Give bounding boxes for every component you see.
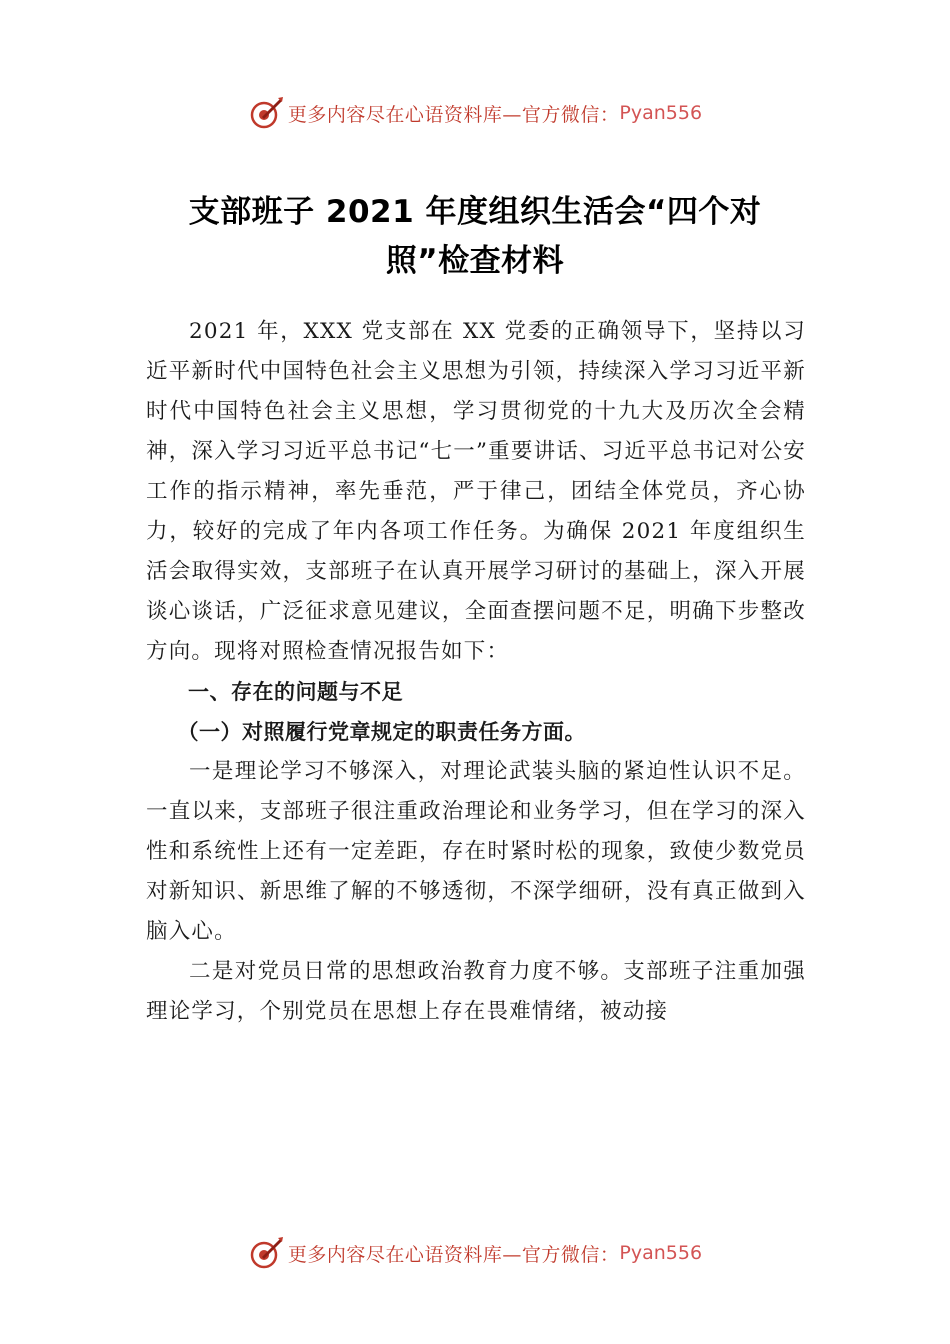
section-heading: 一、存在的问题与不足: [188, 680, 403, 704]
point-paragraph-1: 一是理论学习不够深入，对理论武装头脑的紧迫性认识不足。一直以来，支部班子很注重政治理论和业务学习，但在学习的深入性和系统性上还有一定差距，存在时紧时松的现象，致使少数党员对新知识、新思维了解的不够透彻，不深学细研，没有真正做到入脑入心。: [146, 759, 806, 944]
quill-seal-icon: [248, 1235, 284, 1271]
watermark-text: 更多内容尽在心语资料库—官方微信：: [287, 103, 620, 126]
subsection-heading: （一）对照履行党章规定的职责任务方面。: [177, 720, 586, 744]
point-paragraph-2: 二是对党员日常的思想政治教育力度不够。支部班子注重加强理论学习，个别党员在思想上存在畏难情绪，被动接: [146, 959, 806, 1024]
document-body: [146, 312, 806, 1032]
watermark-text: 更多内容尽在心语资料库—官方微信：: [287, 1243, 620, 1266]
header-watermark: [0, 93, 950, 133]
watermark-wechat-id: Pyan556: [619, 1242, 703, 1264]
watermark-wechat-id: Pyan556: [619, 102, 703, 124]
intro-paragraph: 2021 年，XXX 党支部在 XX 党委的正确领导下，坚持以习近平新时代中国特色社会主义思想为引领，持续深入学习习近平新时代中国特色社会主义思想，学习贯彻党的十九大及历次全会精神，深入学习习近平总书记“七一”重要讲话、习近平总书记对公安工作的指示精神，率先垂范，严于律己，团结全体党员，齐心协力，较好的完成了年内各项工作任务。为确保 2021 年度组织生活会取得实效，支部班子在认真开展学习研讨的基础上，深入开展谈心谈话，广泛征求意见建议，全面查摆问题不足，明确下步整改方向。现将对照检查情况报告如下：: [146, 319, 806, 664]
footer-watermark: [0, 1233, 950, 1273]
document-title: 支部班子 2021 年度组织生活会“四个对照”检查材料: [188, 194, 762, 279]
quill-seal-icon: [248, 95, 284, 131]
